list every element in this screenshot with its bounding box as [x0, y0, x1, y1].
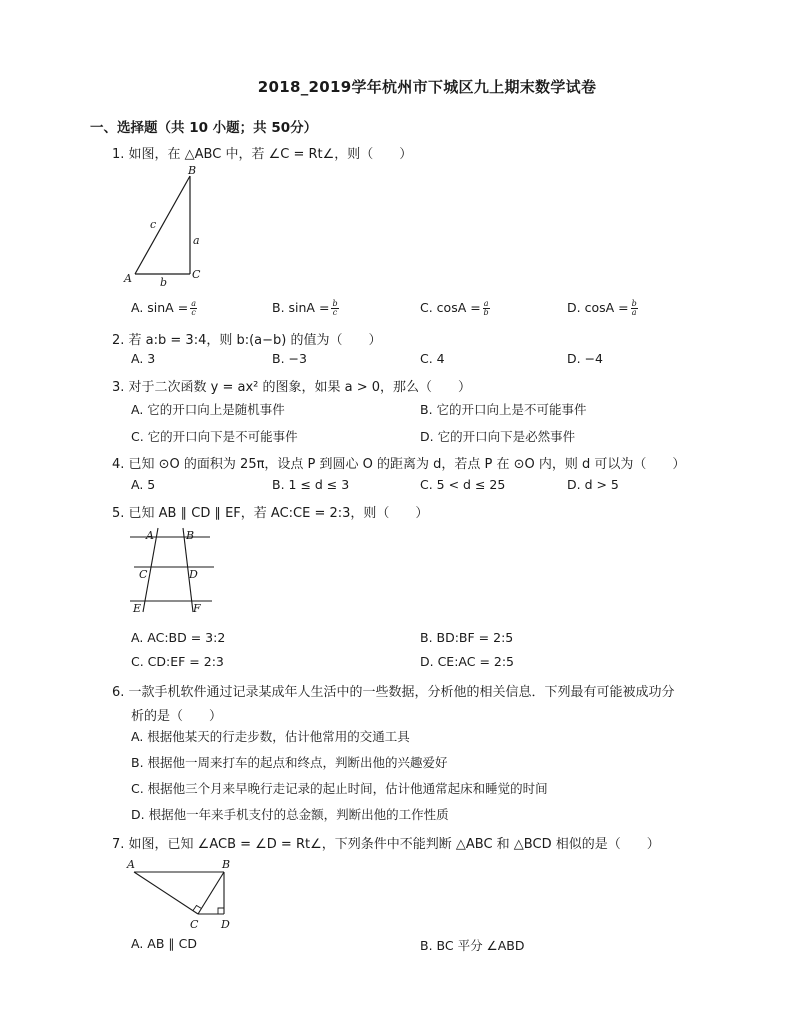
q5-label-e: E [133, 602, 142, 615]
q3-option-a[interactable]: A. 它的开口向上是随机事件 [131, 402, 285, 417]
q7-label-d: D [221, 918, 230, 931]
section-heading: 一、选择题（共 10 小题；共 50分） [90, 120, 318, 136]
q7-option-b[interactable]: B. BC 平分 ∠ABD [420, 938, 525, 953]
q6-option-a[interactable]: A. 根据他某天的行走步数，估计他常用的交通工具 [131, 729, 410, 744]
q6-option-d[interactable]: D. 根据他一年来手机支付的总金额，判断出他的工作性质 [131, 807, 449, 822]
page-title: 2018_2019学年杭州市下城区九上期末数学试卷 [257, 78, 597, 96]
q7-option-a[interactable]: A. AB ∥ CD [131, 936, 197, 951]
q5-label-c: C [139, 568, 148, 581]
q2-option-b[interactable]: B. −3 [272, 351, 307, 366]
q7-label-c: C [190, 918, 199, 931]
q3-option-d[interactable]: D. 它的开口向下是必然事件 [420, 429, 576, 444]
q4-option-c[interactable]: C. 5 < d ≤ 25 [420, 477, 506, 492]
q4-option-b[interactable]: B. 1 ≤ d ≤ 3 [272, 477, 350, 492]
question-1-triangle-figure [120, 164, 220, 289]
q1-label-c-vertex: C [192, 268, 201, 281]
q5-label-f: F [193, 602, 201, 615]
q2-option-a[interactable]: A. 3 [131, 351, 156, 366]
q4-option-a[interactable]: A. 5 [131, 477, 156, 492]
q2-option-d[interactable]: D. −4 [567, 351, 603, 366]
question-7-right-triangles-figure [124, 856, 244, 936]
question-5-parallel-lines-figure [130, 528, 220, 618]
question-5-stem: 5. 已知 AB ∥ CD ∥ EF，若 AC:CE = 2:3，则（ ） [112, 506, 429, 521]
q1-option-c[interactable]: C. cosA = $\frac{a}{b}$ [420, 299, 489, 317]
q5-label-b: B [186, 529, 195, 542]
question-7-stem: 7. 如图，已知 ∠ACB = ∠D = Rt∠，下列条件中不能判断 △ABC 和 △BCD 相似的是（ ） [112, 837, 660, 852]
q4-option-d[interactable]: D. d > 5 [567, 477, 619, 492]
q1-option-a[interactable]: A. sinA = $\frac{a}{c}$ [131, 299, 196, 317]
q7-label-b: B [222, 858, 231, 871]
q1-label-side-a: a [193, 234, 200, 247]
q5-option-a[interactable]: A. AC:BD = 3:2 [131, 630, 226, 645]
q5-label-d: D [189, 568, 198, 581]
q1-label-side-c: c [150, 218, 157, 231]
question-2-stem: 2. 若 a:b = 3:4，则 b:(a−b) 的值为（ ） [112, 333, 382, 348]
q6-option-c[interactable]: C. 根据他三个月来早晚行走记录的起止时间，估计他通常起床和睡觉的时间 [131, 781, 548, 796]
q2-option-c[interactable]: C. 4 [420, 351, 445, 366]
q1-option-d[interactable]: D. cosA = $\frac{b}{a}$ [567, 299, 637, 317]
q1-label-side-b: b [160, 276, 168, 289]
q1-label-a-vertex: A [124, 272, 132, 285]
question-3-stem: 3. 对于二次函数 y = ax² 的图象，如果 a > 0，那么（ ） [112, 380, 472, 395]
q5-label-a: A [146, 529, 154, 542]
q3-option-b[interactable]: B. 它的开口向上是不可能事件 [420, 402, 587, 417]
question-6-stem-line-1: 6. 一款手机软件通过记录某成年人生活中的一些数据，分析他的相关信息．下列最有可能被成功分 [112, 685, 675, 700]
q5-option-b[interactable]: B. BD:BF = 2:5 [420, 630, 514, 645]
q6-option-b[interactable]: B. 根据他一周来打车的起点和终点，判断出他的兴趣爱好 [131, 755, 448, 770]
q3-option-c[interactable]: C. 它的开口向下是不可能事件 [131, 429, 298, 444]
question-1-stem: 1. 如图，在 △ABC 中，若 ∠C = Rt∠，则（ ） [112, 147, 413, 162]
q5-option-d[interactable]: D. CE:AC = 2:5 [420, 654, 515, 669]
question-4-stem: 4. 已知 ⊙O 的面积为 25π，设点 P 到圆心 O 的距离为 d，若点 P 在 ⊙O 内，则 d 可以为（ ） [112, 457, 686, 472]
question-6-stem-line-2: 析的是（ ） [131, 709, 223, 724]
q5-option-c[interactable]: C. CD:EF = 2:3 [131, 654, 224, 669]
q1-label-b-vertex: B [188, 164, 197, 177]
q1-option-b[interactable]: B. sinA = $\frac{b}{c}$ [272, 299, 338, 317]
q7-label-a: A [127, 858, 135, 871]
